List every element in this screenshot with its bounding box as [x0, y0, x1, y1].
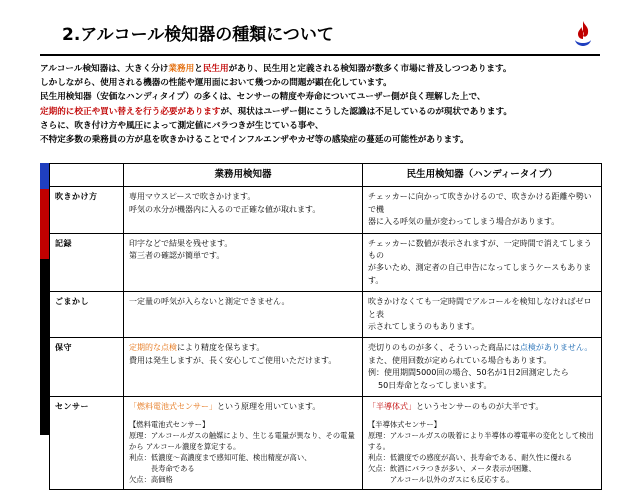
cell-consumer-cheating [363, 292, 602, 338]
cell-text: という原理を用いています。 [217, 402, 321, 412]
cell-line: 例：使用期間5000回の場合、50名が1日2回測定したら [368, 368, 569, 378]
cell-line: 利点：低濃度～高濃度まで感知可能、検出精度が高い、 [129, 452, 312, 462]
comparison-table [49, 163, 602, 490]
cell-line: 長寿命である [129, 463, 195, 473]
cell-line: 呼気の水分が機器内に入るので正確な値が取れます。 [129, 204, 321, 214]
accent-bar-black [40, 259, 49, 435]
accent-bar-red [40, 189, 49, 259]
intro-line-3: 民生用検知器（安価なハンディタイプ）の多くは、センサーの精度や寿命についてユーザー側が良く理解した上で、 [40, 92, 486, 103]
cell-line: が多いため、測定者の自己申告になってしまうケースもあります。 [368, 263, 592, 285]
cell-line: 【半導体式センサー】 [368, 419, 441, 429]
intro-seg: と [194, 64, 203, 74]
table-row [50, 187, 602, 233]
cell-line: 欠点：飲酒にバラつきが多い、メータ表示が困難、 [368, 463, 536, 473]
row-label-blow-method: 吹きかけ方 [50, 187, 124, 233]
cell-line: 費用は発生しますが、長く安心してご使用いただけます。 [129, 355, 337, 365]
intro-paragraph [40, 62, 602, 147]
cell-line: 原理：アルコールガスの触媒により、生じる電量が異なり、その電量 [129, 430, 355, 440]
cell-consumer-record [363, 233, 602, 292]
cell-business-cheating [124, 292, 363, 338]
cell-line: 利点：低濃度での感度が高い、長寿命である、耐久性に優れる [368, 452, 573, 462]
cell-line: 器に入る呼気の量が変わってしまう場合があります。 [368, 217, 560, 227]
cell-line: 欠点：高価格 [129, 474, 173, 484]
cell-emphasis: 「燃料電池式センサー」 [129, 402, 217, 412]
row-label-cheating: ごまかし [50, 292, 124, 338]
left-accent-bar [40, 163, 49, 435]
intro-line-5: さらに、吹き付け方や風圧によって測定値にバラつきが生じている事や、 [40, 120, 324, 131]
cell-business-blow-method [124, 187, 363, 233]
cell-line [129, 401, 357, 413]
header-business: 業務用検知器 [124, 164, 363, 187]
cell-line [368, 342, 596, 354]
intro-line-1 [40, 62, 602, 76]
accent-bar-blue [40, 163, 49, 189]
cell-text: により精度を保ちます。 [177, 343, 265, 353]
intro-line-4 [40, 105, 602, 119]
cell-line: 示されてしまうのもあります。 [368, 322, 480, 332]
cell-line: 原理：アルコールガスの吸着により半導体の導電率の変化として検出する。 [368, 430, 594, 451]
cell-text: というセンサーのものが大半です。 [416, 402, 544, 412]
cell-line: 吹きかけなくても一定時間でアルコールを検知しなければゼロと表 [368, 297, 592, 319]
cell-consumer-maintenance [363, 338, 602, 397]
cell-line: 専用マウスピースで吹きかけます。 [129, 192, 256, 202]
cell-line [129, 342, 357, 354]
header-consumer: 民生用検知器（ハンディータイプ） [363, 164, 602, 187]
intro-seg: が、現状はユーザー側にこうした認識は不足しているのが現状であります。 [220, 106, 512, 117]
cell-business-record [124, 233, 363, 292]
intro-seg: アルコール検知器は、大きく分け [40, 64, 169, 74]
cell-consumer-sensor [363, 397, 602, 489]
cell-line: また、使用回数が定められている場合もあります。 [368, 355, 552, 365]
cell-emphasis: 定期的な点検 [129, 343, 177, 353]
cell-line: チェッカーに数値が表示されますが、一定時間で消えてしまうもの [368, 238, 592, 261]
intro-line-6: 不特定多数の乗務員の方が息を吹きかけることでインフルエンザやカゼ等の感染症の蔓延の可能性があります。 [40, 135, 469, 146]
cell-line: 50日寿命となってしまいます。 [378, 380, 492, 390]
cell-line: 印字などで結果を残せます。 [129, 238, 233, 248]
cell-line: 第三者の確認が簡単です。 [129, 251, 225, 261]
cell-text: 売切り [368, 343, 392, 353]
cell-business-sensor [124, 397, 363, 489]
cell-business-maintenance [124, 338, 363, 397]
header-blank [50, 164, 124, 187]
cell-line: 【燃料電池式センサー】 [129, 419, 210, 429]
intro-line-2: しかしながら、使用される機器の性能や運用面において幾つかの問題が顕在化しています。 [40, 78, 392, 89]
company-logo-icon [572, 20, 594, 46]
intro-seg-consumer: 民生用 [202, 64, 229, 74]
table-row [50, 292, 602, 338]
row-label-sensor: センサー [50, 397, 124, 489]
row-label-record: 記録 [50, 233, 124, 292]
intro-seg-business: 業務用 [168, 64, 195, 74]
cell-line: から アルコール濃度を算定する。 [129, 441, 241, 451]
table-row [50, 233, 602, 292]
title-bar [40, 18, 600, 56]
intro-seg: があり、民生用と定義される検知器が数多く市場に普及しつつあります。 [228, 64, 512, 74]
cell-text: のものが多く、そういった商品には [392, 343, 520, 353]
table-row [50, 397, 602, 489]
intro-seg-warning: 定期的に校正や買い替えを行う必要があります [40, 106, 221, 117]
page-title: 2.アルコール検知器の種類について [62, 25, 334, 45]
table-row [50, 338, 602, 397]
cell-consumer-blow-method [363, 187, 602, 233]
cell-line: アルコール以外のガスにも反応する。 [368, 474, 514, 484]
cell-line: チェッカーに向かって吹きかけるので、吹きかける距離や勢いで機 [368, 192, 592, 214]
cell-line: 一定量の呼気が入らないと測定できません。 [129, 297, 290, 307]
row-label-maintenance: 保守 [50, 338, 124, 397]
table-header-row [50, 164, 602, 187]
cell-emphasis: 「半導体式」 [368, 402, 416, 412]
cell-line [368, 401, 596, 413]
cell-emphasis: 点検がありません。 [519, 343, 593, 353]
